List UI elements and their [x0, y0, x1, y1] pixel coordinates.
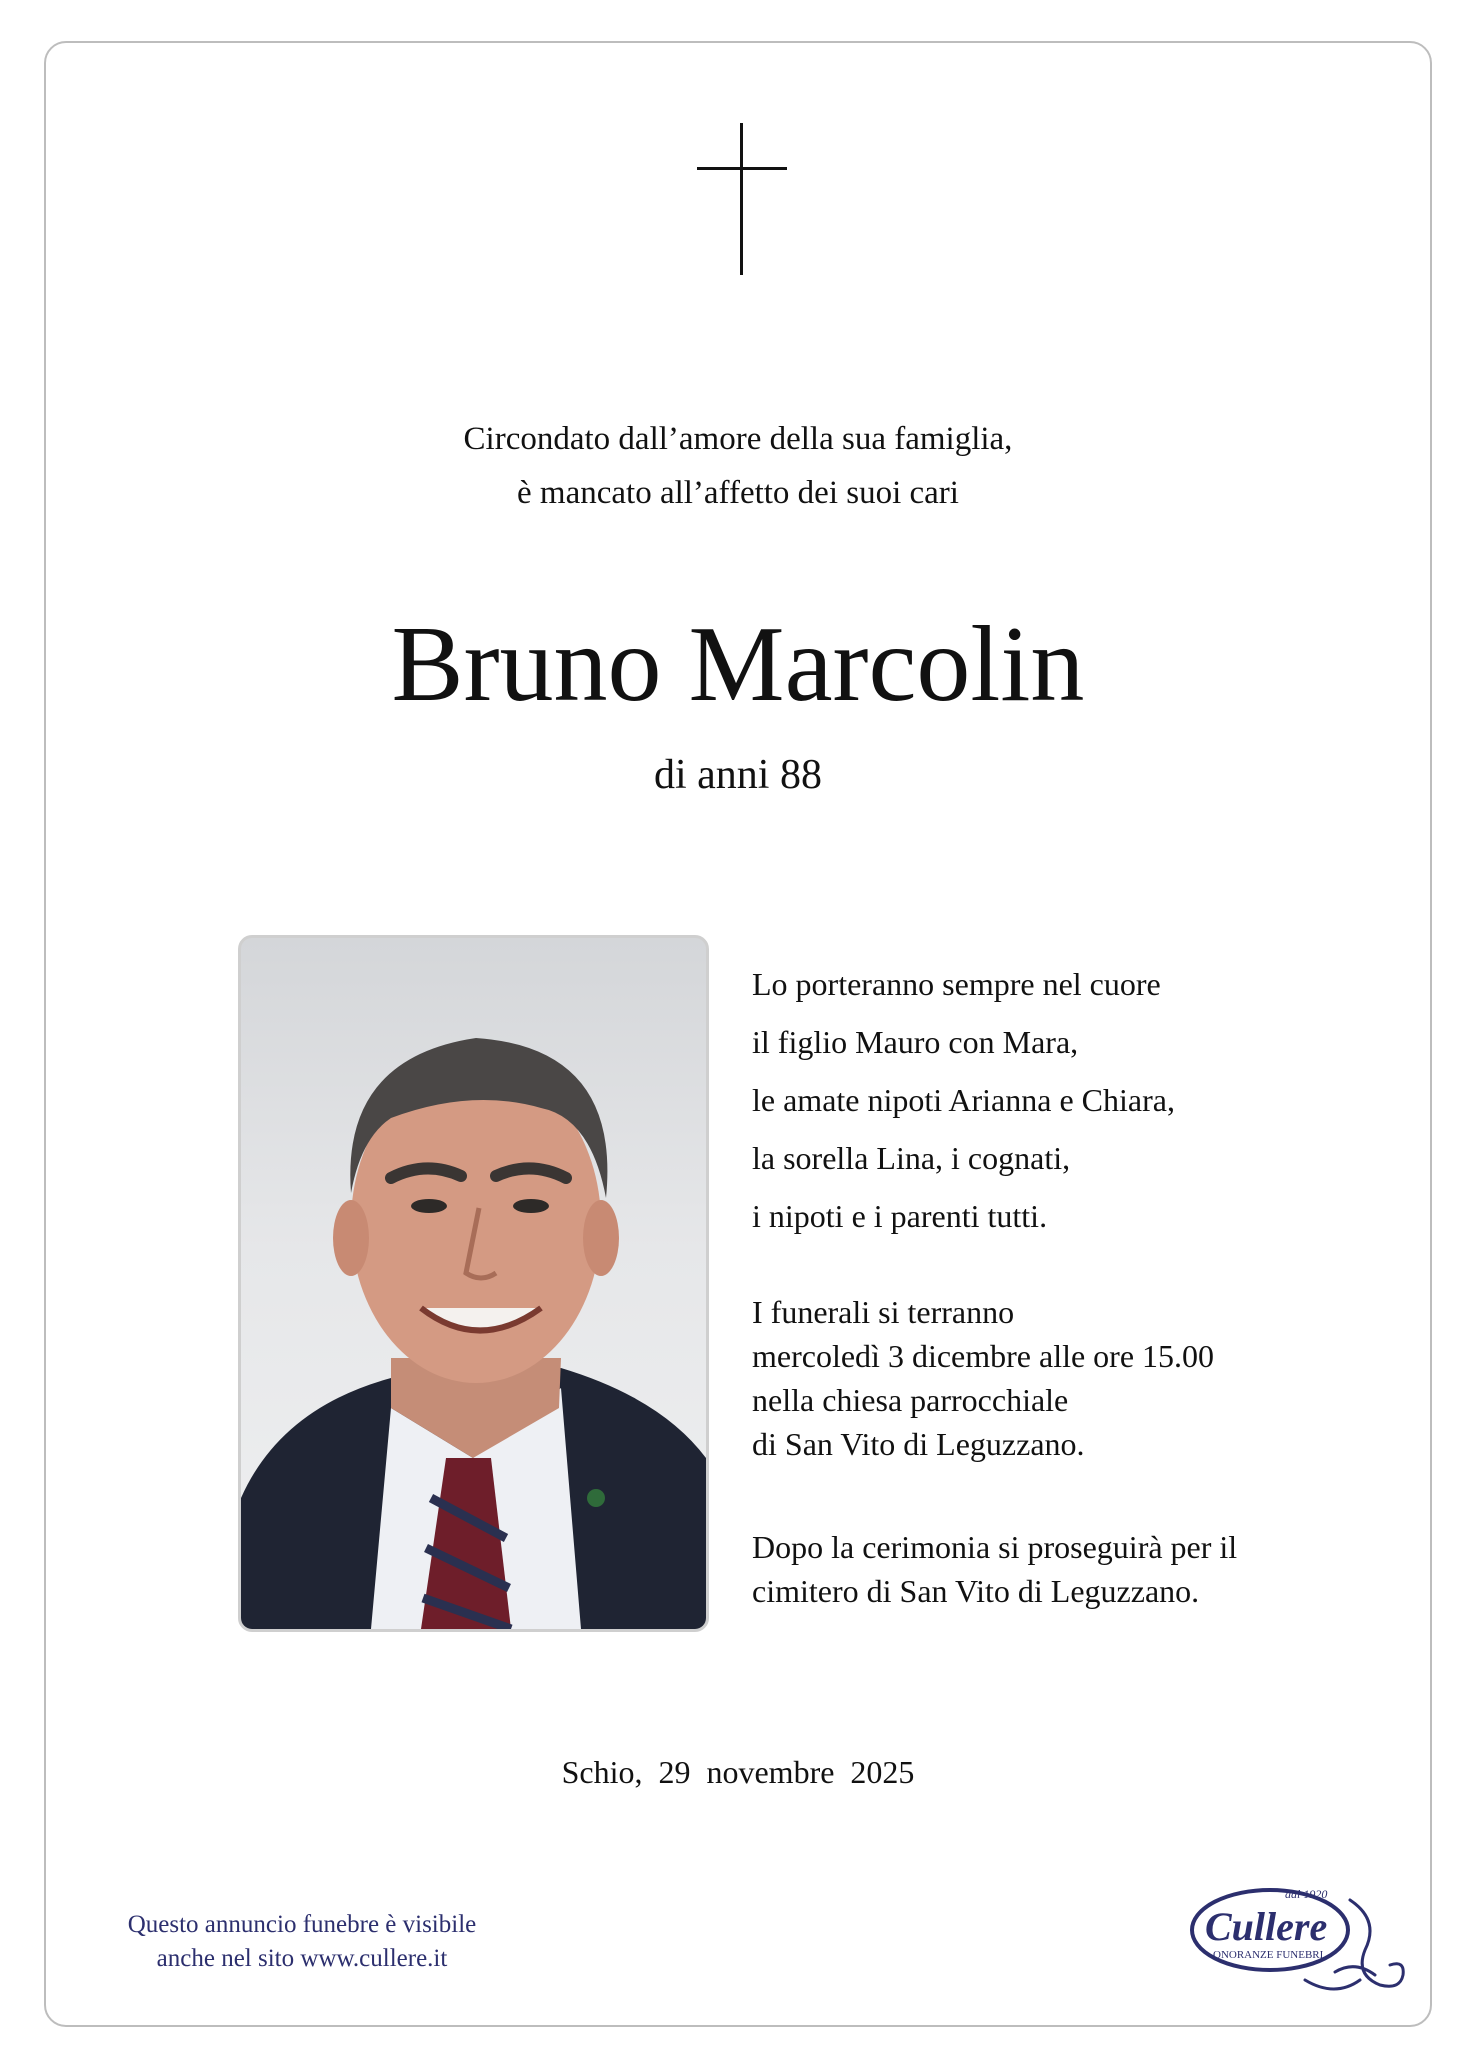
family-list [752, 955, 1175, 1245]
family-line: la sorella Lina, i cognati, [752, 1140, 1071, 1176]
portrait-illustration [241, 938, 706, 1629]
family-line: Lo porteranno sempre nel cuore [752, 966, 1161, 1002]
intro-line-1: Circondato dall’amore della sua famiglia, [463, 421, 1013, 457]
website-note-line-1: Questo annuncio funebre è visibile [127, 1911, 477, 1938]
funeral-line: di San Vito di Leguzzano. [752, 1426, 1085, 1462]
cullere-logo [1185, 1880, 1410, 2000]
funeral-details [752, 1290, 1214, 1466]
place-date: Schio, 29 novembre 2025 [561, 1754, 915, 1790]
funeral-line: mercoledì 3 dicembre alle ore 15.00 [752, 1338, 1215, 1374]
funeral-line: nella chiesa parrocchiale [752, 1382, 1069, 1418]
family-line: il figlio Mauro con Mara, [752, 1024, 1079, 1060]
intro-line-2: è mancato all’affetto dei suoi cari [517, 475, 959, 511]
intro-text [0, 412, 1476, 520]
logo-subtitle: ONORANZE FUNEBRI [1213, 1949, 1324, 1961]
family-line: i nipoti e i parenti tutti. [752, 1198, 1048, 1234]
after-ceremony-line: Dopo la cerimonia si proseguirà per il [752, 1529, 1238, 1565]
logo-brand: Cullere [1205, 1904, 1328, 1949]
funeral-line: I funerali si terranno [752, 1294, 1015, 1330]
family-line: le amate nipoti Arianna e Chiara, [752, 1082, 1175, 1118]
after-ceremony-text [752, 1525, 1237, 1613]
website-note-line-2: anche nel sito www.cullere.it [156, 1945, 448, 1972]
deceased-name: Bruno Marcolin [391, 605, 1085, 724]
logo-since: dal 1920 [1285, 1887, 1328, 1901]
after-ceremony-line: cimitero di San Vito di Leguzzano. [752, 1573, 1200, 1609]
portrait-photo [238, 935, 709, 1632]
cross-icon [697, 123, 787, 275]
deceased-age: di anni 88 [654, 752, 822, 798]
website-note [92, 1908, 512, 1976]
